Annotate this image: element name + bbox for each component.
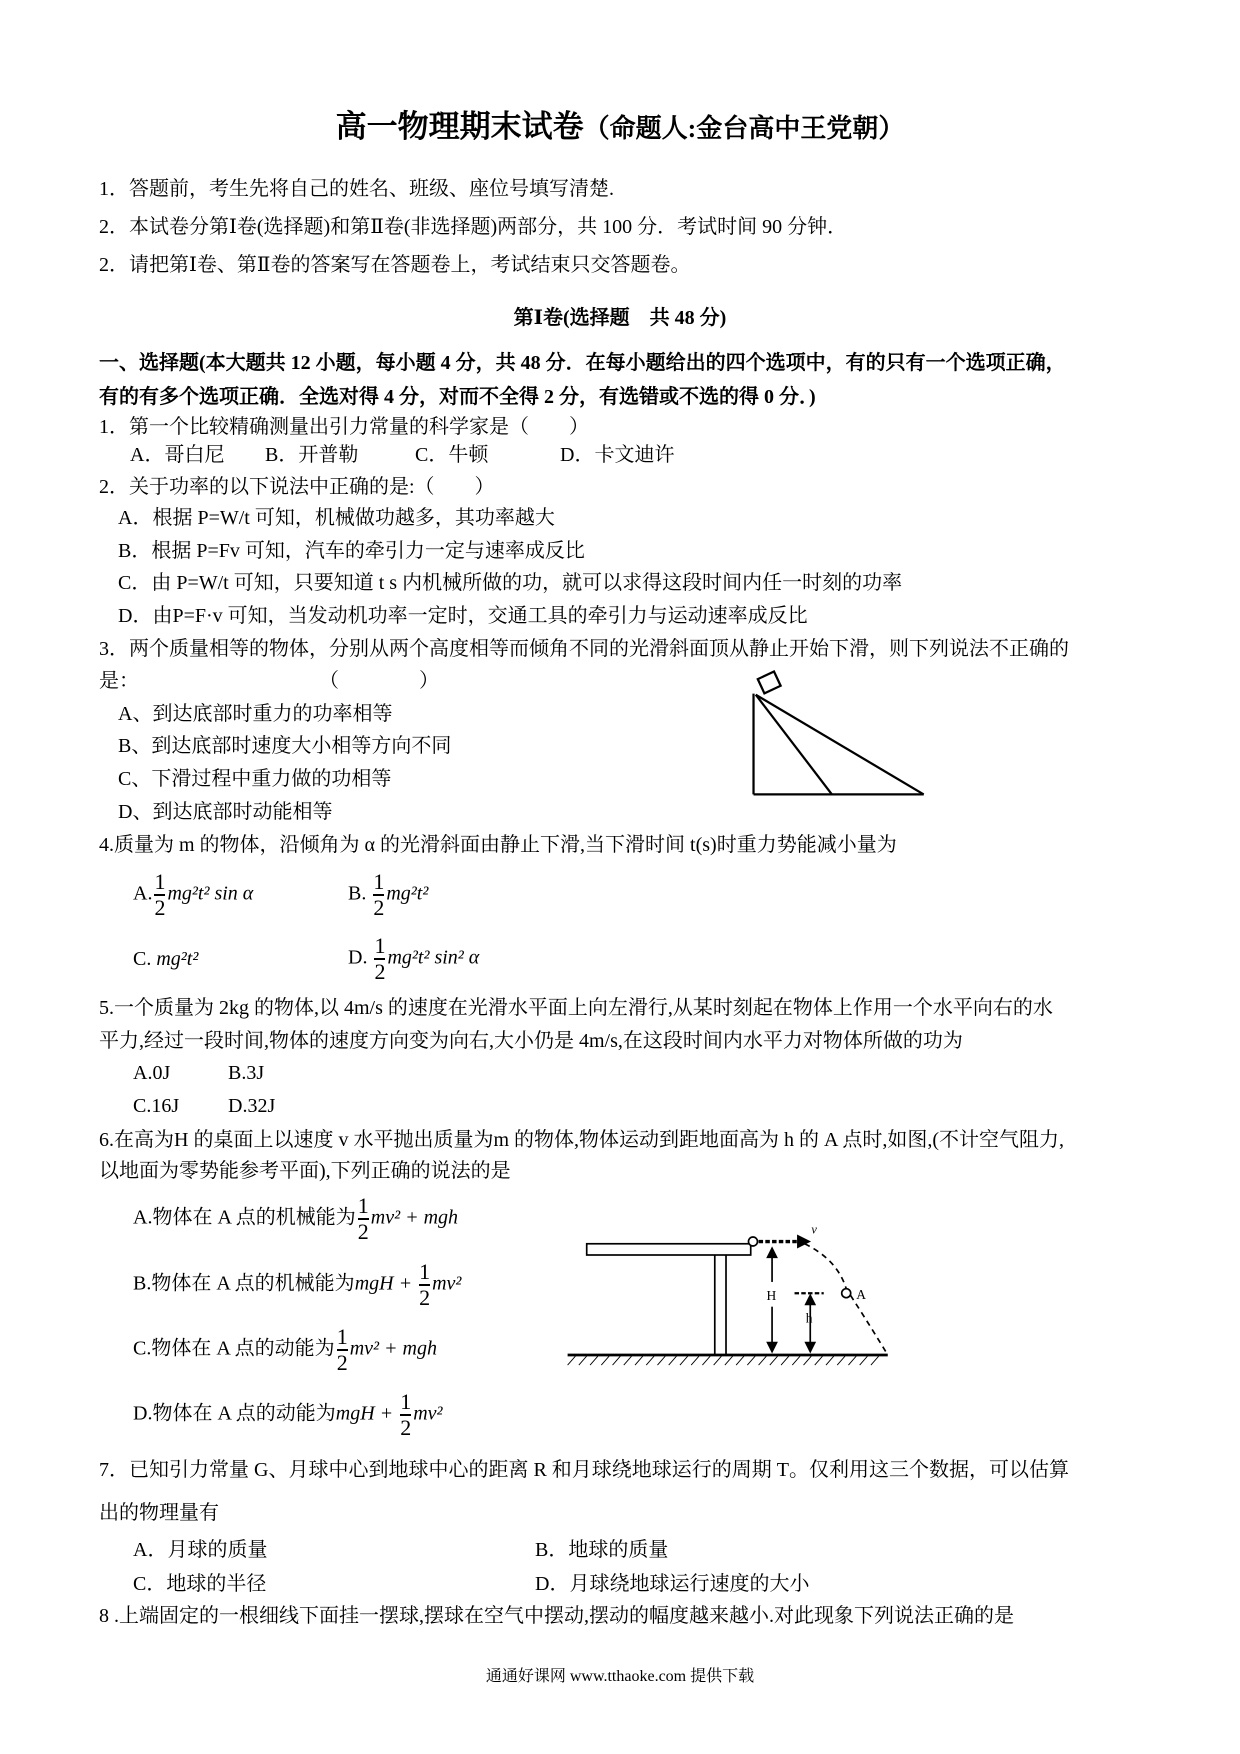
option: D.物体在 A 点的动能为mgH + $\frac{1}{2}$ mv² (133, 1389, 443, 1440)
question-5: 5.一个质量为 2kg 的物体,以 4m/s 的速度在光滑水平面上向左滑行,从某时刻起在物体上作用一个水平向右的水 (99, 997, 1053, 1019)
question-4: 4.质量为 m 的物体，沿倾角为 α 的光滑斜面由静止下滑,当下滑时间 t(s)时重力势能减小量为 (99, 834, 897, 856)
option: B、到达底部时速度大小相等方向不同 (118, 735, 452, 757)
note: 2．本试卷分第Ⅰ卷(选择题)和第Ⅱ卷(非选择题)两部分，共 100 分．考试时间 90 分钟． (99, 216, 848, 238)
option: B.物体在 A 点的机械能为mgH + $\frac{1}{2}$ mv² (133, 1259, 462, 1310)
projectile-diagram (562, 1220, 899, 1372)
question-5-cont: 平力,经过一段时间,物体的速度方向变为向右,大小仍是 4m/s,在这段时间内水平力对物体所做的功为 (99, 1030, 963, 1052)
option: A.物体在 A 点的机械能为 $\frac{1}{2}$ mv² + mgh (133, 1193, 459, 1244)
q5-options: A.0J B.3J (133, 1062, 265, 1084)
option: C、下滑过程中重力做的功相等 (118, 768, 392, 790)
question-6-cont: 以地面为零势能参考平面),下列正确的说法的是 (99, 1160, 511, 1182)
note: 1．答题前，考生先将自己的姓名、班级、座位号填写清楚. (99, 178, 614, 200)
page-footer: 通通好课网 www.tthaoke.com 提供下载 (485, 1668, 755, 1685)
question-7-cont: 出的物理量有 (99, 1502, 219, 1524)
option: B．根据 P=Fv 可知，汽车的牵引力一定与速率成反比 (118, 540, 585, 562)
height-H-label: H (766, 1287, 777, 1303)
q5-options: C.16J D.32J (133, 1095, 276, 1117)
question-1: 1．第一个比较精确测量出引力常量的科学家是（ ） (99, 416, 589, 438)
q7-options: A．月球的质量 B．地球的质量 (133, 1539, 669, 1561)
question-3: 3．两个质量相等的物体，分别从两个高度相等而倾角不同的光滑斜面顶从静止开始下滑，则下列说法不正确的 (99, 638, 1069, 660)
option: A、到达底部时重力的功率相等 (118, 703, 393, 725)
q4-options-cd: C. mg²t² D. $\frac{1}{2}$ mg²t² sin² α (133, 933, 480, 984)
section-intro: 一、选择题(本大题共 12 小题，每小题 4 分，共 48 分．在每小题给出的四个选项中，有的只有一个选项正确， (99, 352, 1066, 374)
q1-options: A．哥白尼 B．开普勒 C．牛顿 D．卡文迪许 (130, 444, 675, 466)
question-2: 2．关于功率的以下说法中正确的是:（ ） (99, 476, 495, 498)
height-h-label: h (805, 1310, 813, 1326)
option: D．由P=F·v 可知，当发动机功率一定时，交通工具的牵引力与运动速率成反比 (118, 605, 808, 627)
question-7: 7．已知引力常量 G、月球中心到地球中心的距离 R 和月球绕地球运行的周期 T。仅利用这三个数据，可以估算 (99, 1459, 1069, 1481)
option: A．根据 P=W/t 可知，机械做功越多，其功率越大 (118, 507, 555, 529)
note: 2．请把第Ⅰ卷、第Ⅱ卷的答案写在答题卷上，考试结束只交答题卷。 (99, 254, 691, 276)
page-title: 高一物理期末试卷（命题人:金台高中王党朝） (335, 109, 905, 144)
q7-options: C．地球的半径 D．月球绕地球运行速度的大小 (133, 1573, 810, 1595)
q4-options-ab: A. $\frac{1}{2}$ mg²t² sin α B. $\frac{1}{2}$ mg²t² (133, 869, 429, 920)
section-heading: 第Ⅰ卷(选择题 共 48 分) (513, 307, 727, 329)
option: D、到达底部时动能相等 (118, 801, 333, 823)
section-intro: 有的有多个选项正确．全选对得 4 分，对而不全得 2 分，有选错或不选的得 0 分．) (99, 386, 816, 408)
option: C.物体在 A 点的动能为 $\frac{1}{2}$ mv² + mgh (133, 1324, 437, 1375)
option: C．由 P=W/t 可知，只要知道 t s 内机械所做的功，就可以求得这段时间内任一时刻的功率 (118, 572, 903, 594)
question-3-cont: 是： （ ） (99, 670, 439, 692)
question-8: 8 .上端固定的一根细线下面挂一摆球,摆球在空气中摆动,摆动的幅度越来越小.对此现象下列说法正确的是 (99, 1605, 1014, 1627)
incline-diagram (742, 669, 933, 800)
question-6: 6.在高为H 的桌面上以速度 v 水平抛出质量为m 的物体,物体运动到距地面高为 h 的 A 点时,如图,(不计空气阻力, (99, 1129, 1064, 1151)
velocity-label: v (811, 1222, 817, 1237)
point-a-label: A (856, 1286, 867, 1302)
